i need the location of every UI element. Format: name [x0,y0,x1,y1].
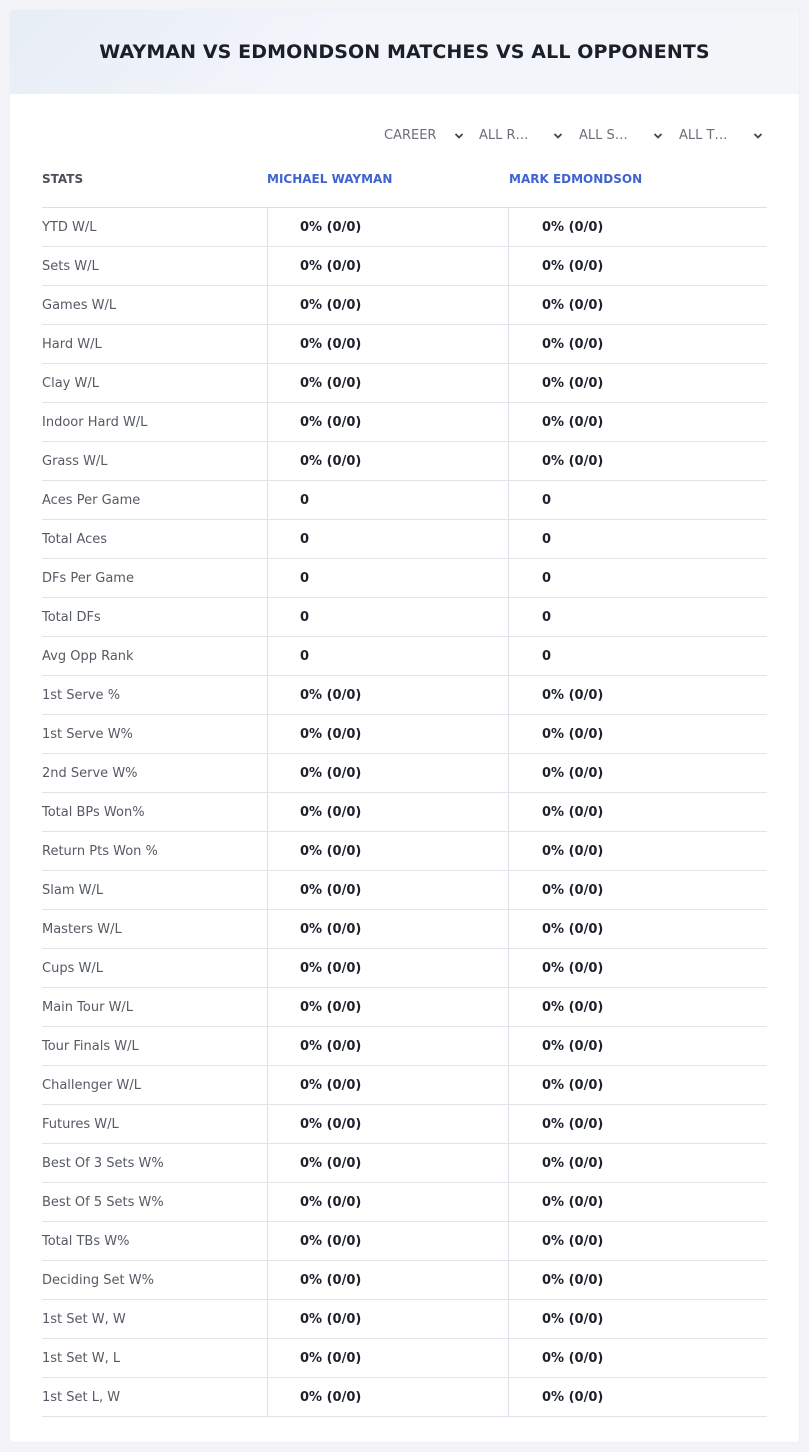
stat-label: Total Aces [42,532,108,547]
stat-label: Challenger W/L [42,1078,141,1093]
stat-label: Main Tour W/L [42,1000,134,1015]
player1-stat-value: 0 [267,598,509,637]
player2-stat-value: 0% (0/0) [508,676,767,715]
player2-stat-value: 0% (0/0) [508,988,767,1027]
table-row [42,1261,767,1300]
player1-stat-value: 0% (0/0) [267,871,509,910]
player1-stat-value: 0% (0/0) [267,325,509,364]
player2-stat-value: 0% (0/0) [508,832,767,871]
player2-stat-value: 0% (0/0) [508,364,767,403]
player1-stat-value: 0% (0/0) [267,403,509,442]
player1-stat-value: 0% (0/0) [267,949,509,988]
player1-stat-value: 0% (0/0) [267,1339,509,1378]
stats-card [10,10,799,1442]
table-row [42,1222,767,1261]
player2-stat-value: 0% (0/0) [508,286,767,325]
table-row [42,325,767,364]
stat-label: Cups W/L [42,961,103,976]
table-row [42,364,767,403]
player1-stat-value: 0% (0/0) [267,988,509,1027]
player2-stat-value: 0% (0/0) [508,1339,767,1378]
table-row [42,1066,767,1105]
table-row [42,910,767,949]
player2-stat-value: 0% (0/0) [508,1066,767,1105]
stat-label: 2nd Serve W% [42,766,138,781]
player1-stat-value: 0% (0/0) [267,1261,509,1300]
player1-stat-value: 0 [267,637,509,676]
career-filter-select[interactable] [384,124,474,148]
table-row [42,1300,767,1339]
player2-stat-value: 0% (0/0) [508,247,767,286]
stat-label: Return Pts Won % [42,844,158,859]
table-row [42,442,767,481]
player1-stat-value: 0% (0/0) [267,1222,509,1261]
player2-stat-value: 0% (0/0) [508,1378,767,1417]
player2-stat-value: 0% (0/0) [508,1183,767,1222]
stat-label: Best Of 3 Sets W% [42,1156,164,1171]
stat-label: Deciding Set W% [42,1273,154,1288]
player1-stat-value: 0% (0/0) [267,1066,509,1105]
stat-label: DFs Per Game [42,571,134,586]
stat-label: Clay W/L [42,376,99,391]
chevron-down-icon [454,131,464,141]
player2-stat-value: 0 [508,559,767,598]
table-row [42,520,767,559]
stats-column-header: STATS [42,172,84,186]
table-row [42,832,767,871]
player1-stat-value: 0 [267,481,509,520]
player1-stat-value: 0% (0/0) [267,1378,509,1417]
table-row [42,1144,767,1183]
player1-stat-value: 0% (0/0) [267,286,509,325]
player2-stat-value: 0% (0/0) [508,1222,767,1261]
filter-value: ALL R… [479,128,529,143]
player2-stat-value: 0% (0/0) [508,1027,767,1066]
stat-label: Tour Finals W/L [42,1039,139,1054]
player2-stat-value: 0% (0/0) [508,208,767,247]
table-row [42,1339,767,1378]
table-row [42,793,767,832]
table-header [42,162,767,208]
player2-stat-value: 0% (0/0) [508,442,767,481]
player2-stat-value: 0% (0/0) [508,1144,767,1183]
chevron-down-icon [553,131,563,141]
stat-label: Indoor Hard W/L [42,415,148,430]
table-row [42,988,767,1027]
table-row [42,247,767,286]
stat-label: Hard W/L [42,337,102,352]
stat-label: Slam W/L [42,883,104,898]
player1-stat-value: 0% (0/0) [267,1105,509,1144]
player2-link[interactable]: MARK EDMONDSON [509,172,643,186]
table-row [42,949,767,988]
filter-value: CAREER [384,128,437,143]
player1-link[interactable]: MICHAEL WAYMAN [267,172,393,186]
surface-filter-select[interactable] [579,124,669,148]
player2-stat-value: 0 [508,637,767,676]
stat-label: Grass W/L [42,454,108,469]
player1-stat-value: 0% (0/0) [267,832,509,871]
player2-stat-value: 0 [508,598,767,637]
player2-stat-value: 0% (0/0) [508,910,767,949]
player1-stat-value: 0% (0/0) [267,715,509,754]
page-title: WAYMAN VS EDMONDSON MATCHES VS ALL OPPONENTS [99,41,710,63]
stat-label: 1st Serve % [42,688,121,703]
chevron-down-icon [753,131,763,141]
player1-stat-value: 0% (0/0) [267,1183,509,1222]
stat-label: Total TBs W% [42,1234,130,1249]
table-row [42,208,767,247]
stat-label: Aces Per Game [42,493,141,508]
chevron-down-icon [653,131,663,141]
table-row [42,754,767,793]
player2-stat-value: 0% (0/0) [508,1300,767,1339]
player2-stat-value: 0% (0/0) [508,1261,767,1300]
player2-stat-value: 0% (0/0) [508,793,767,832]
player2-stat-value: 0% (0/0) [508,754,767,793]
table-row [42,559,767,598]
player1-stat-value: 0% (0/0) [267,442,509,481]
table-row [42,871,767,910]
player1-stat-value: 0% (0/0) [267,364,509,403]
player2-stat-value: 0% (0/0) [508,949,767,988]
stat-label: Games W/L [42,298,117,313]
player1-stat-value: 0% (0/0) [267,676,509,715]
stat-label: 1st Set W, W [42,1312,126,1327]
table-row [42,676,767,715]
player2-stat-value: 0% (0/0) [508,715,767,754]
filter-value: ALL S… [579,128,628,143]
player1-stat-value: 0% (0/0) [267,793,509,832]
player1-stat-value: 0% (0/0) [267,208,509,247]
stat-label: Masters W/L [42,922,122,937]
table-row [42,481,767,520]
round-filter-select[interactable] [479,124,569,148]
tournament-filter-select[interactable] [679,124,769,148]
player1-stat-value: 0% (0/0) [267,1300,509,1339]
table-row [42,1378,767,1417]
player1-stat-value: 0 [267,559,509,598]
player2-stat-value: 0% (0/0) [508,871,767,910]
table-row [42,598,767,637]
card-header [10,10,799,94]
player2-stat-value: 0% (0/0) [508,1105,767,1144]
player1-stat-value: 0% (0/0) [267,1144,509,1183]
stat-label: 1st Set W, L [42,1351,121,1366]
table-row [42,637,767,676]
table-row [42,1105,767,1144]
player1-stat-value: 0% (0/0) [267,910,509,949]
stat-label: Best Of 5 Sets W% [42,1195,164,1210]
player1-stat-value: 0% (0/0) [267,1027,509,1066]
stat-label: YTD W/L [42,220,97,235]
player2-stat-value: 0 [508,481,767,520]
table-row [42,403,767,442]
stat-label: Total BPs Won% [42,805,145,820]
stat-label: Futures W/L [42,1117,119,1132]
filter-value: ALL T… [679,128,728,143]
player2-stat-value: 0% (0/0) [508,325,767,364]
table-row [42,286,767,325]
player2-stat-value: 0% (0/0) [508,403,767,442]
player2-stat-value: 0 [508,520,767,559]
filter-bar [10,124,799,148]
player1-stat-value: 0% (0/0) [267,247,509,286]
stat-label: 1st Set L, W [42,1390,121,1405]
table-row [42,1027,767,1066]
stats-table [42,162,767,1417]
player1-stat-value: 0% (0/0) [267,754,509,793]
table-row [42,1183,767,1222]
stat-label: 1st Serve W% [42,727,133,742]
player1-stat-value: 0 [267,520,509,559]
table-body [42,208,767,1417]
table-row [42,715,767,754]
stat-label: Avg Opp Rank [42,649,134,664]
stat-label: Sets W/L [42,259,99,274]
stat-label: Total DFs [42,610,101,625]
